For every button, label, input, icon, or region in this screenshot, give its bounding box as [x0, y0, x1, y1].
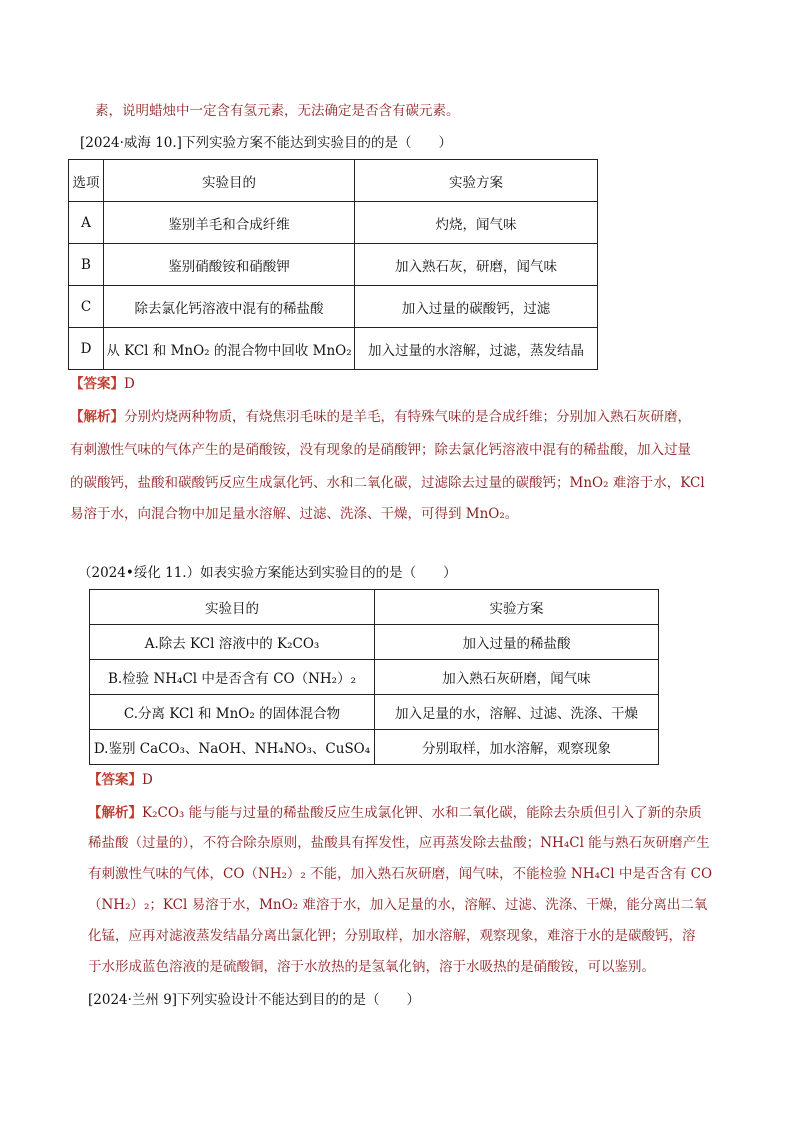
question-1-analysis-line: 易溶于水，向混合物中加足量水溶解、过滤、洗涤、干燥，可得到 MnO₂。 — [70, 506, 519, 522]
row-plan: 加入过量的碳酸钙，过滤 — [355, 286, 598, 328]
answer-tag: 【答案】 — [88, 772, 142, 788]
table-row — [69, 286, 598, 328]
question-2-analysis-line — [88, 803, 702, 823]
analysis-text: K₂CO₃ 能与能与过量的稀盐酸反应生成氯化钾、水和二氧化碳，能除去杂质但引入了新的杂质 — [142, 805, 702, 821]
row-option: C — [69, 286, 104, 328]
question-2-analysis-line: 稀盐酸（过量的），不符合除杂原则，盐酸具有挥发性，应再蒸发除去盐酸；NH₄Cl 能与熟石灰研磨产生 — [88, 835, 710, 851]
row-purpose: 除去氯化钙溶液中混有的稀盐酸 — [104, 286, 355, 328]
row-option: D — [69, 328, 104, 370]
question-1-table — [68, 159, 598, 370]
row-plan: 加入足量的水，溶解、过滤、洗涤、干燥 — [375, 695, 659, 730]
question-2-answer — [88, 770, 153, 790]
question-1-stem: [2024·威海 10.]下列实验方案不能达到实验目的的是（ ） — [80, 135, 452, 151]
answer-tag: 【答案】 — [70, 376, 124, 392]
question-3-stem: [2024·兰州 9]下列实验设计不能达到目的的是（ ） — [88, 992, 421, 1008]
row-purpose: A.除去 KCl 溶液中的 K₂CO₃ — [90, 625, 375, 660]
answer-value: D — [142, 772, 153, 788]
table-row — [69, 244, 598, 286]
analysis-tag: 【解析】 — [70, 409, 124, 425]
row-purpose: 鉴别硝酸铵和硝酸钾 — [104, 244, 355, 286]
header-purpose: 实验目的 — [90, 590, 375, 625]
header-plan: 实验方案 — [375, 590, 659, 625]
table-row — [90, 730, 659, 765]
header-plan: 实验方案 — [355, 160, 598, 202]
table-row — [69, 328, 598, 370]
question-2-table — [89, 589, 659, 765]
table-row — [90, 625, 659, 660]
question-1-answer — [70, 374, 135, 394]
question-2-analysis-line: （NH₂）₂；KCl 易溶于水，MnO₂ 难溶于水，加入足量的水，溶解、过滤、洗涤、干燥，能分离出二氧 — [88, 897, 708, 913]
question-2-analysis-line: 化锰，应再对滤液蒸发结晶分离出氯化钾；分别取样，加水溶解，观察现象，难溶于水的是碳酸钙，溶 — [88, 928, 696, 944]
analysis-text: 分别灼烧两种物质，有烧焦羽毛味的是羊毛，有特殊气味的是合成纤维；分别加入熟石灰研磨， — [124, 409, 691, 425]
table-header-row — [69, 160, 598, 202]
answer-value: D — [124, 376, 135, 392]
row-plan: 加入熟石灰，研磨，闻气味 — [355, 244, 598, 286]
row-purpose: D.鉴别 CaCO₃、NaOH、NH₄NO₃、CuSO₄ — [90, 730, 375, 765]
intro-line: 素，说明蜡烛中一定含有氢元素，无法确定是否含有碳元素。 — [95, 103, 460, 119]
question-1-analysis-line: 的碳酸钙，盐酸和碳酸钙反应生成氯化钙、水和二氧化碳，过滤除去过量的碳酸钙；MnO₂ 难溶于水，KCl — [70, 475, 705, 491]
row-plan: 加入过量的水溶解，过滤，蒸发结晶 — [355, 328, 598, 370]
table-row — [90, 695, 659, 730]
question-1-analysis-line — [70, 407, 691, 427]
row-option: A — [69, 202, 104, 244]
question-2-analysis-line: 有刺激性气味的气体，CO（NH₂）₂ 不能，加入熟石灰研磨，闻气味，不能检验 NH₄Cl 中是否含有 CO — [88, 866, 713, 882]
table-row — [90, 660, 659, 695]
row-purpose: 鉴别羊毛和合成纤维 — [104, 202, 355, 244]
row-plan: 加入熟石灰研磨，闻气味 — [375, 660, 659, 695]
row-purpose: C.分离 KCl 和 MnO₂ 的固体混合物 — [90, 695, 375, 730]
row-purpose: B.检验 NH₄Cl 中是否含有 CO（NH₂）₂ — [90, 660, 375, 695]
row-purpose: 从 KCl 和 MnO₂ 的混合物中回收 MnO₂ — [104, 328, 355, 370]
question-2-analysis-line: 于水形成蓝色溶液的是硫酸铜，溶于水放热的是氢氧化钠，溶于水吸热的是硝酸铵，可以鉴别。 — [88, 959, 655, 975]
row-plan: 分别取样，加水溶解，观察现象 — [375, 730, 659, 765]
row-plan: 加入过量的稀盐酸 — [375, 625, 659, 660]
row-option: B — [69, 244, 104, 286]
table-header-row — [90, 590, 659, 625]
question-2-stem: （2024•绥化 11.）如表实验方案能达到实验目的的是（ ） — [78, 565, 457, 581]
header-purpose: 实验目的 — [104, 160, 355, 202]
header-option: 选项 — [69, 160, 104, 202]
question-1-analysis-line: 有刺激性气味的气体产生的是硝酸铵，没有现象的是硝酸钾；除去氯化钙溶液中混有的稀盐酸，加入过量 — [70, 442, 691, 458]
analysis-tag: 【解析】 — [88, 805, 142, 821]
row-plan: 灼烧，闻气味 — [355, 202, 598, 244]
table-row — [69, 202, 598, 244]
